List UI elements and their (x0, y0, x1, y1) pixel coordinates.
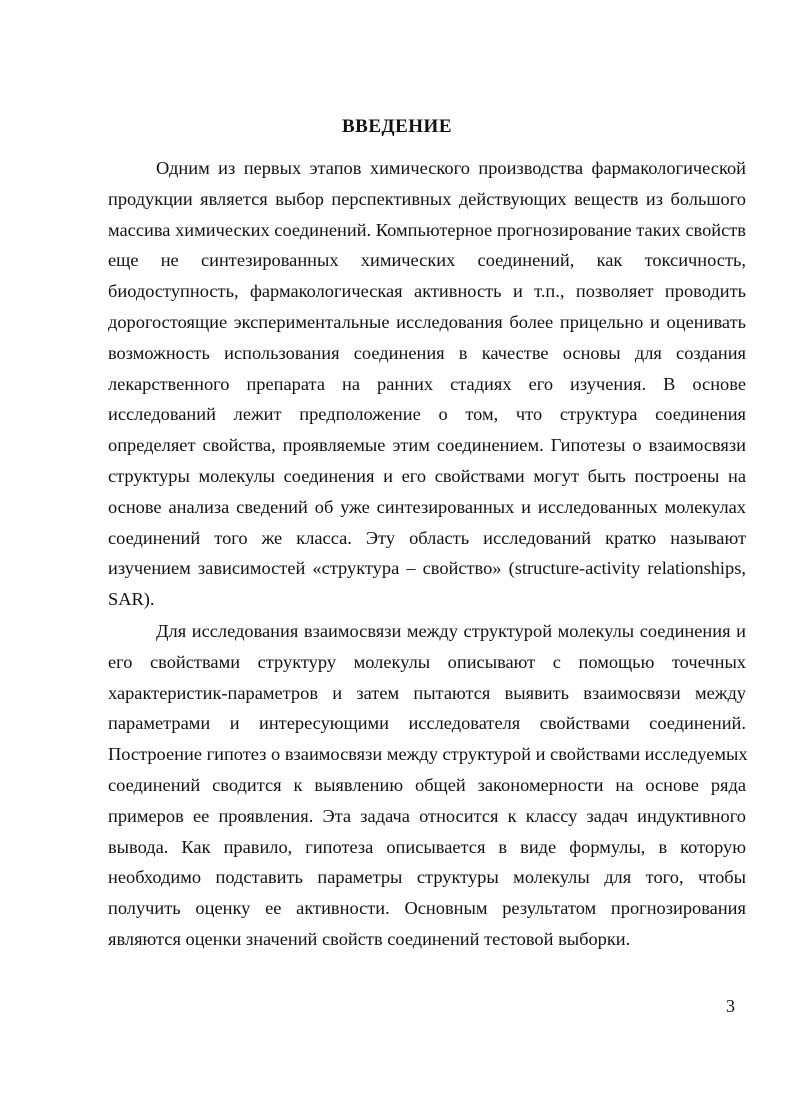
text-line: необходимо подставить параметры структуры молекулы для того, чтобы (108, 867, 746, 888)
text-line: исследований лежит предположение о том, что структура соединения (108, 404, 746, 425)
paragraph-2 (108, 616, 746, 955)
text-line: его свойствами структуру молекулы описывают с помощью точечных (108, 651, 746, 672)
text-line: являются оценки значений свойств соединений тестовой выборки. (108, 928, 631, 949)
text-line: соединений того же класса. Эту область исследований кратко называют (108, 527, 746, 548)
text-line: вывода. Как правило, гипотеза описывается в виде формулы, в которую (108, 836, 746, 857)
text-line: возможность использования соединения в качестве основы для создания (108, 342, 746, 363)
text-line: характеристик-параметров и затем пытаются выявить взаимосвязи между (108, 682, 746, 703)
text-line: Построение гипотез о взаимосвязи между структурой и свойствами исследуемых (108, 744, 748, 765)
text-line: SAR). (108, 589, 155, 610)
text-line: соединений сводится к выявлению общей закономерности на основе ряда (108, 774, 746, 795)
text-line: структуры молекулы соединения и его свойствами могут быть построены на (108, 465, 746, 486)
text-line: массива химических соединений. Компьютерное прогнозирование таких свойств (108, 219, 746, 240)
text-line: биодоступность, фармакологическая активность и т.п., позволяет проводить (108, 281, 746, 302)
text-line: продукции является выбор перспективных действующих веществ из большого (108, 188, 746, 209)
paragraph-1 (108, 153, 746, 615)
page-number: 3 (726, 996, 735, 1016)
text-line: Одним из первых этапов химического производства фармакологической (156, 158, 746, 178)
text-line: примеров ее проявления. Эта задача относится к классу задач индуктивного (108, 805, 746, 826)
text-line: получить оценку ее активности. Основным результатом прогнозирования (108, 898, 746, 919)
text-line: определяет свойства, проявляемые этим соединением. Гипотезы о взаимосвязи (108, 435, 746, 456)
text-line: Для исследования взаимосвязи между структурой молекулы соединения и (156, 621, 746, 641)
text-line: изучением зависимостей «структура – свойство» (structure-activity relationships, (108, 558, 746, 579)
text-line: лекарственного препарата на ранних стадиях его изучения. В основе (108, 373, 746, 394)
text-line: дорогостоящие экспериментальные исследования более прицельно и оценивать (108, 311, 746, 332)
text-line: еще не синтезированных химических соединений, как токсичность, (108, 250, 746, 271)
section-title: ВВЕДЕНИЕ (342, 116, 452, 137)
text-line: основе анализа сведений об уже синтезированных и исследованных молекулах (108, 496, 746, 517)
text-line: параметрами и интересующими исследователя свойствами соединений. (108, 713, 746, 734)
